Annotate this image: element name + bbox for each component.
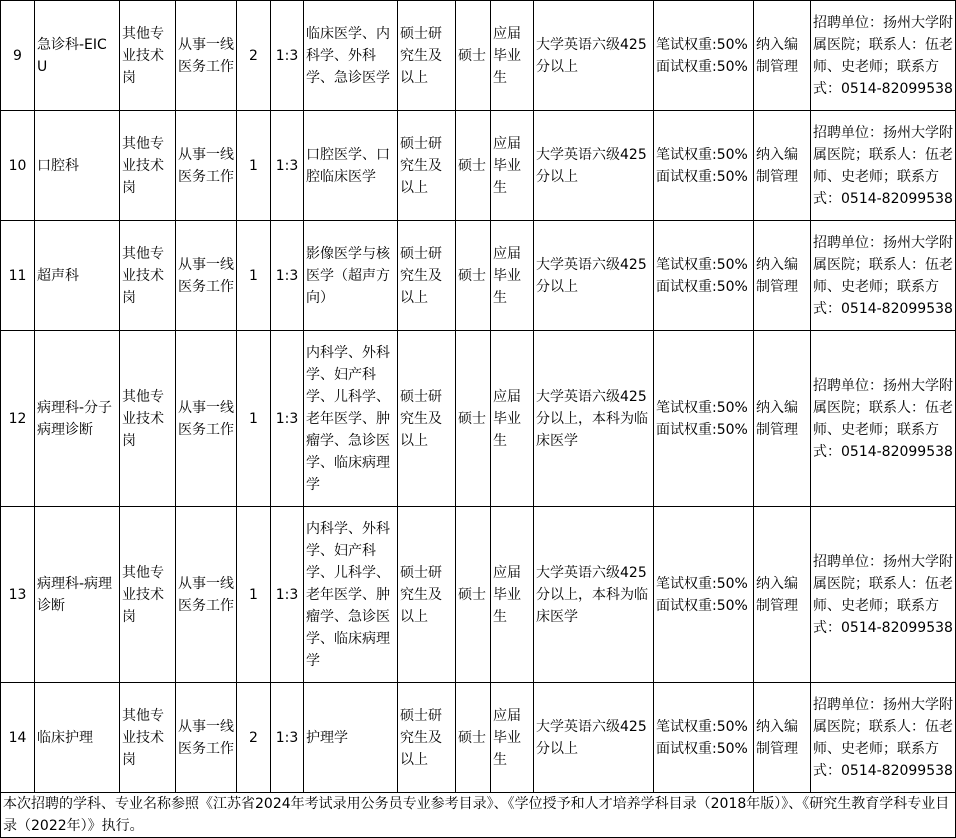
- post-type-cell: 其他专业技术岗: [120, 221, 176, 331]
- contact-cell: 招聘单位：扬州大学附属医院；联系人：伍老师、史老师；联系方式：0514-82099538: [811, 683, 956, 793]
- education-cell: 硕士研究生及以上: [398, 683, 456, 793]
- post-desc-cell: 从事一线医务工作: [176, 111, 237, 221]
- requirements-cell: 大学英语六级425分以上: [534, 683, 654, 793]
- degree-cell: 硕士: [456, 331, 491, 507]
- row-number: 12: [1, 331, 35, 507]
- table-row: [1, 331, 956, 507]
- weights-cell: 笔试权重:50%面试权重:50%: [654, 111, 754, 221]
- row-number: 14: [1, 683, 35, 793]
- weights-cell: 笔试权重:50%面试权重:50%: [654, 683, 754, 793]
- contact-cell: 招聘单位：扬州大学附属医院；联系人：伍老师、史老师；联系方式：0514-82099538: [811, 331, 956, 507]
- department-cell: 病理科-病理诊断: [35, 507, 120, 683]
- degree-cell: 硕士: [456, 683, 491, 793]
- major-cell: 影像医学与核医学（超声方向）: [304, 221, 398, 331]
- major-cell: 内科学、外科学、妇产科学、儿科学、老年医学、肿瘤学、急诊医学、临床病理学: [304, 507, 398, 683]
- target-cell: 应届毕业生: [491, 111, 534, 221]
- post-desc-cell: 从事一线医务工作: [176, 683, 237, 793]
- education-cell: 硕士研究生及以上: [398, 221, 456, 331]
- post-desc-cell: 从事一线医务工作: [176, 507, 237, 683]
- count-cell: 2: [237, 1, 271, 111]
- staffing-cell: 纳入编制管理: [754, 111, 811, 221]
- post-type-cell: 其他专业技术岗: [120, 507, 176, 683]
- target-cell: 应届毕业生: [491, 331, 534, 507]
- post-desc-cell: 从事一线医务工作: [176, 1, 237, 111]
- degree-cell: 硕士: [456, 111, 491, 221]
- requirements-cell: 大学英语六级425分以上，本科为临床医学: [534, 331, 654, 507]
- row-number: 11: [1, 221, 35, 331]
- ratio-cell: 1:3: [271, 683, 304, 793]
- post-desc-cell: 从事一线医务工作: [176, 331, 237, 507]
- post-desc-cell: 从事一线医务工作: [176, 221, 237, 331]
- weights-cell: 笔试权重:50%面试权重:50%: [654, 507, 754, 683]
- footnote: 本次招聘的学科、专业名称参照《江苏省2024年考试录用公务员专业参考目录》、《学位授予和人才培养学科目录（2018年版）》、《研究生教育学科专业目录（2022年）》执行。: [1, 793, 956, 838]
- education-cell: 硕士研究生及以上: [398, 507, 456, 683]
- department-cell: 超声科: [35, 221, 120, 331]
- row-number: 13: [1, 507, 35, 683]
- weights-cell: 笔试权重:50%面试权重:50%: [654, 221, 754, 331]
- target-cell: 应届毕业生: [491, 507, 534, 683]
- count-cell: 2: [237, 683, 271, 793]
- major-cell: 护理学: [304, 683, 398, 793]
- degree-cell: 硕士: [456, 221, 491, 331]
- count-cell: 1: [237, 111, 271, 221]
- table-row: [1, 221, 956, 331]
- education-cell: 硕士研究生及以上: [398, 1, 456, 111]
- target-cell: 应届毕业生: [491, 221, 534, 331]
- department-cell: 急诊科-EICU: [35, 1, 120, 111]
- staffing-cell: 纳入编制管理: [754, 683, 811, 793]
- post-type-cell: 其他专业技术岗: [120, 111, 176, 221]
- contact-cell: 招聘单位：扬州大学附属医院；联系人：伍老师、史老师；联系方式：0514-82099538: [811, 507, 956, 683]
- post-type-cell: 其他专业技术岗: [120, 1, 176, 111]
- weights-cell: 笔试权重:50%面试权重:50%: [654, 331, 754, 507]
- ratio-cell: 1:3: [271, 111, 304, 221]
- staffing-cell: 纳入编制管理: [754, 507, 811, 683]
- row-number: 10: [1, 111, 35, 221]
- target-cell: 应届毕业生: [491, 683, 534, 793]
- count-cell: 1: [237, 507, 271, 683]
- requirements-cell: 大学英语六级425分以上: [534, 221, 654, 331]
- ratio-cell: 1:3: [271, 331, 304, 507]
- major-cell: 临床医学、内科学、外科学、急诊医学: [304, 1, 398, 111]
- major-cell: 口腔医学、口腔临床医学: [304, 111, 398, 221]
- education-cell: 硕士研究生及以上: [398, 111, 456, 221]
- table-row: [1, 1, 956, 111]
- footnote-row: [1, 793, 956, 838]
- post-type-cell: 其他专业技术岗: [120, 331, 176, 507]
- major-cell: 内科学、外科学、妇产科学、儿科学、老年医学、肿瘤学、急诊医学、临床病理学: [304, 331, 398, 507]
- department-cell: 临床护理: [35, 683, 120, 793]
- ratio-cell: 1:3: [271, 221, 304, 331]
- row-number: 9: [1, 1, 35, 111]
- staffing-cell: 纳入编制管理: [754, 331, 811, 507]
- education-cell: 硕士研究生及以上: [398, 331, 456, 507]
- department-cell: 口腔科: [35, 111, 120, 221]
- ratio-cell: 1:3: [271, 507, 304, 683]
- ratio-cell: 1:3: [271, 1, 304, 111]
- staffing-cell: 纳入编制管理: [754, 1, 811, 111]
- table-row: [1, 507, 956, 683]
- degree-cell: 硕士: [456, 1, 491, 111]
- contact-cell: 招聘单位：扬州大学附属医院；联系人：伍老师、史老师；联系方式：0514-82099538: [811, 1, 956, 111]
- requirements-cell: 大学英语六级425分以上: [534, 1, 654, 111]
- weights-cell: 笔试权重:50%面试权重:50%: [654, 1, 754, 111]
- degree-cell: 硕士: [456, 507, 491, 683]
- count-cell: 1: [237, 221, 271, 331]
- requirements-cell: 大学英语六级425分以上: [534, 111, 654, 221]
- requirements-cell: 大学英语六级425分以上，本科为临床医学: [534, 507, 654, 683]
- table-row: [1, 683, 956, 793]
- table-row: [1, 111, 956, 221]
- department-cell: 病理科-分子病理诊断: [35, 331, 120, 507]
- staffing-cell: 纳入编制管理: [754, 221, 811, 331]
- post-type-cell: 其他专业技术岗: [120, 683, 176, 793]
- contact-cell: 招聘单位：扬州大学附属医院；联系人：伍老师、史老师；联系方式：0514-82099538: [811, 111, 956, 221]
- count-cell: 1: [237, 331, 271, 507]
- target-cell: 应届毕业生: [491, 1, 534, 111]
- contact-cell: 招聘单位：扬州大学附属医院；联系人：伍老师、史老师；联系方式：0514-82099538: [811, 221, 956, 331]
